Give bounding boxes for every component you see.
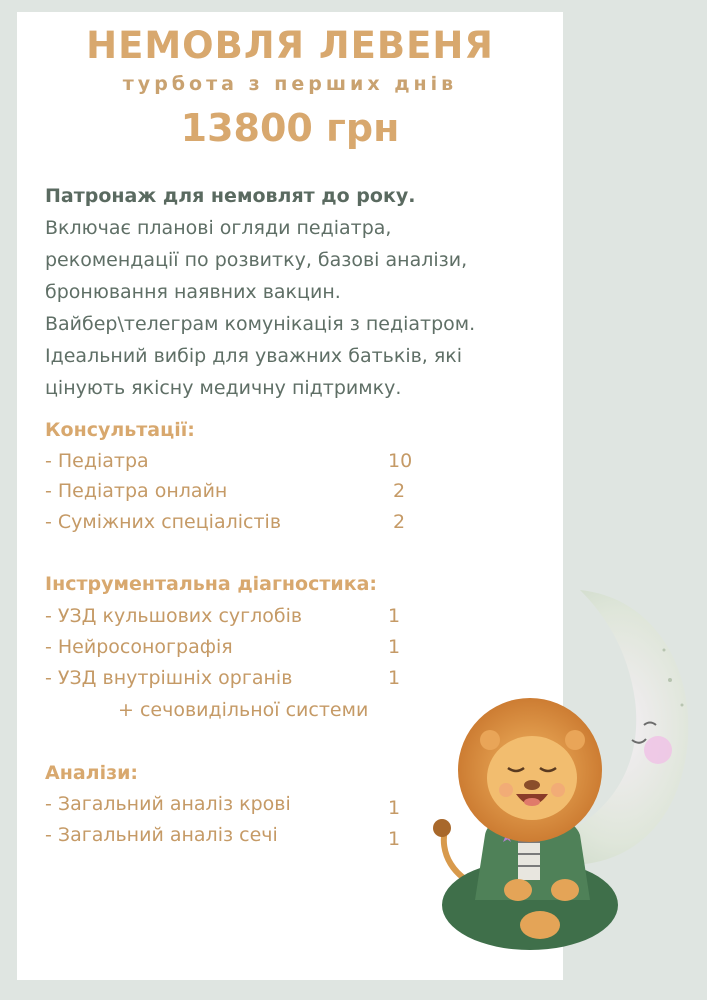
item-qty: 1 [388,667,401,689]
item-qty: 1 [388,828,401,850]
intro-line: рекомендації по розвитку, базові аналізи, [45,249,468,271]
list-item [45,605,445,635]
intro-line: Включає планові огляди педіатра, [45,217,392,239]
consultations-title: Консультації: [45,419,195,441]
item-qty: 2 [393,480,406,502]
crescent-moon-icon [420,580,707,960]
intro-line: цінують якісну медичну підтримку. [45,377,402,399]
item-qty: 1 [388,605,401,627]
item-qty: 1 [388,636,401,658]
list-item [45,450,445,480]
page-title: НЕМОВЛЯ ЛЕВЕНЯ [86,24,494,67]
list-item [45,480,445,510]
item-label: - Суміжних спеціалістів [45,511,282,533]
intro-line: бронювання наявних вакцин. [45,281,341,303]
intro-line: Ідеальний вибір для уважних батьків, які [45,345,463,367]
item-label: - Нейросонографія [45,636,233,658]
intro-line: Вайбер\телеграм комунікація з педіатром. [45,313,476,335]
list-item [45,793,445,823]
illustration [420,580,707,960]
list-item [45,511,445,541]
item-qty: 1 [388,797,401,819]
list-item [45,667,445,697]
item-label: - Педіатра онлайн [45,480,228,502]
page-subtitle: турбота з перших днів [122,73,458,95]
item-qty: 2 [393,511,406,533]
item-label: - Загальний аналіз сечі [45,824,278,846]
price-label: 13800 грн [180,106,400,150]
item-label: - УЗД внутрішніх органів [45,667,293,689]
list-item [45,636,445,666]
item-qty: 10 [388,450,413,472]
item-label: - Загальний аналіз крові [45,793,291,815]
item-label: - УЗД кульшових суглобів [45,605,303,627]
diagnostics-note: + сечовидільної системи [118,699,369,721]
diagnostics-title: Інструментальна діагностика: [45,573,378,595]
list-item [45,824,445,854]
item-label: - Педіатра [45,450,149,472]
intro-text [45,180,545,404]
intro-lead: Патронаж для немовлят до року. [45,185,416,207]
analyses-title: Аналізи: [45,762,139,784]
